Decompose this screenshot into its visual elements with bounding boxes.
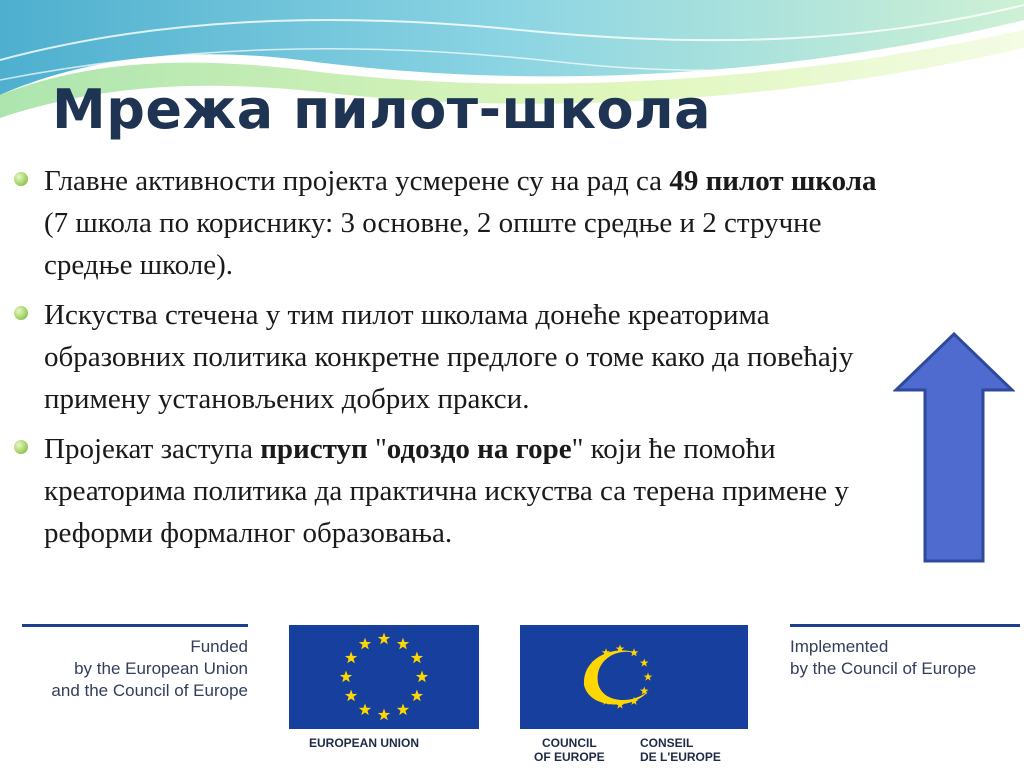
- bullet-dot-icon: [14, 172, 28, 186]
- bullet-text: Пројекат заступа приступ "одоздо на горе" који ће помоћи креаторима политика да практична искуства са терена примене у реформи формалног образовања.: [44, 433, 849, 549]
- bullet-item-pilot-schools: [14, 160, 894, 286]
- footer-divider-left: [22, 624, 248, 627]
- implemented-by-text: Implemented by the Council of Europe: [790, 637, 977, 678]
- funded-by-text: Funded by the European Union and the Council of Europe: [51, 637, 248, 700]
- slide-title: Мрежа пилот-школа: [52, 78, 712, 141]
- bullet-item-experience: [14, 294, 894, 420]
- bullet-list: [14, 160, 894, 562]
- bullet-text: Главне активности пројекта усмерене су на рад са 49 пилот школа (7 школа по кориснику: 3 основне, 2 опште средње и 2 стручне средње школе).: [44, 165, 877, 281]
- council-of-europe-logo: [520, 625, 748, 729]
- eu-logo-caption: EUROPEAN UNION: [309, 736, 420, 750]
- bullet-item-bottom-up: [14, 428, 894, 554]
- coe-logo-caption-en: COUNCIL OF EUROPE: [534, 736, 605, 764]
- bullet-text: Искуства стечена у тим пилот школама донеће креаторима образовних политика конкретне предлоге о томе како да повећају примену установљених добрих пракси.: [44, 299, 854, 415]
- eu-flag-logo: [289, 625, 479, 729]
- footer-divider-right: [790, 624, 1020, 627]
- bullet-dot-icon: [14, 440, 28, 454]
- coe-logo-caption-fr: CONSEIL DE L'EUROPE: [640, 736, 721, 764]
- bullet-dot-icon: [14, 306, 28, 320]
- up-arrow-icon: [893, 332, 1015, 564]
